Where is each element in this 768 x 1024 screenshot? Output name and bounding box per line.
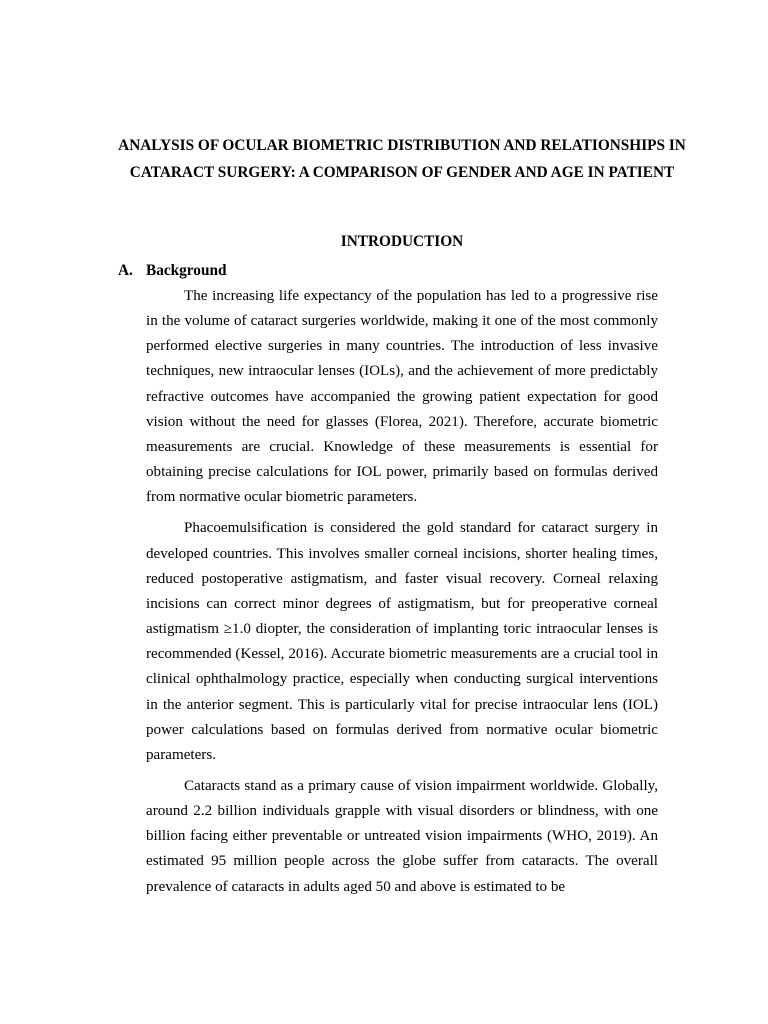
subsection-heading-background xyxy=(118,258,226,283)
subsection-title: Background xyxy=(146,262,227,279)
paragraph-2: Phacoemulsification is considered the gold standard for cataract surgery in developed countries. This involves smaller corneal incisions, shorter healing times, reduced postoperative astigmatism, and faster visual recovery. Corneal relaxing incisions can correct minor degrees of astigmatism, but for preoperative corneal astigmatism ≥1.0 diopter, the consideration of implanting toric intraocular lenses is recommended (Kessel, 2016). Accurate biometric measurements are a crucial tool in clinical ophthalmology practice, especially when conducting surgical interventions in the anterior segment. This is particularly vital for precise intraocular lens (IOL) power calculations based on formulas derived from normative ocular biometric parameters. xyxy=(146,520,658,763)
section-heading-introduction: INTRODUCTION xyxy=(340,233,464,250)
subsection-letter: A. xyxy=(118,262,133,279)
paragraph-1: The increasing life expectancy of the population has led to a progressive rise in the volume of cataract surgeries worldwide, making it one of the most commonly performed elective surgeries in many countries. The introduction of less invasive techniques, new intraocular lenses (IOLs), and the achievement of more predictably refractive outcomes have accompanied the growing patient expectation for good vision without the need for glasses (Florea, 2021). Therefore, accurate biometric measurements are crucial. Knowledge of these measurements is essential for obtaining precise calculations for IOL power, primarily based on formulas derived from normative ocular biometric parameters. xyxy=(146,288,658,506)
body-text xyxy=(146,284,658,906)
paragraph-3: Cataracts stand as a primary cause of vision impairment worldwide. Globally, around 2.2 billion individuals grapple with visual disorders or blindness, with one billion facing either preventable or untreated vision impairments (WHO, 2019). An estimated 95 million people across the globe suffer from cataracts. The overall prevalence of cataracts in adults aged 50 and above is estimated to be xyxy=(146,777,658,895)
paper-title: ANALYSIS OF OCULAR BIOMETRIC DISTRIBUTION AND RELATIONSHIPS IN CATARACT SURGERY: A COMPARISON OF GENDER AND AGE IN PATIENT xyxy=(118,137,686,181)
